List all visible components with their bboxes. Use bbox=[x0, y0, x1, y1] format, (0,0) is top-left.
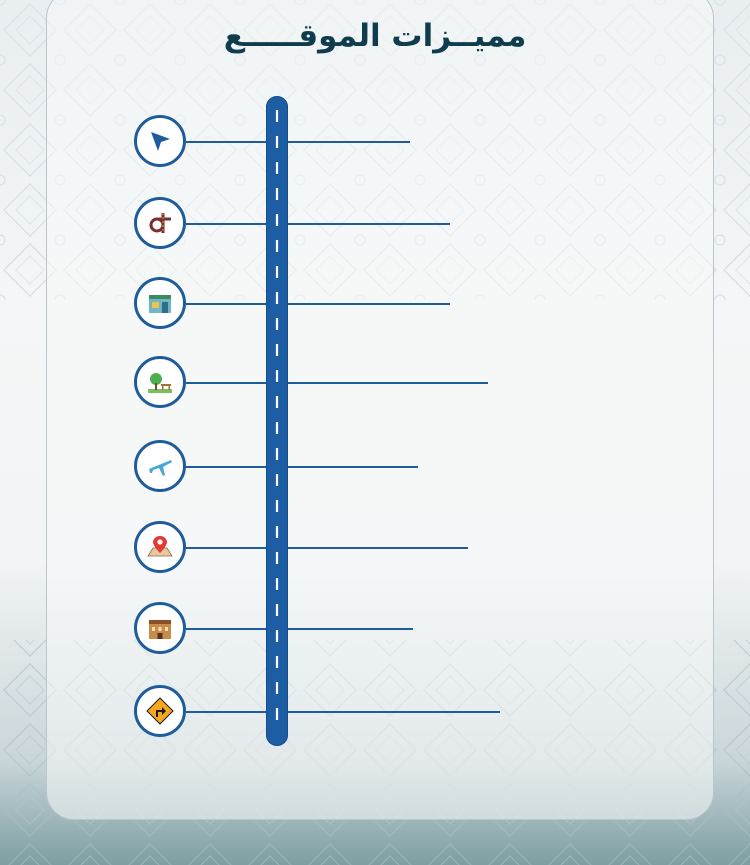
shopping-mall-icon bbox=[134, 277, 186, 329]
connector-line bbox=[186, 547, 266, 549]
connector-line bbox=[288, 547, 468, 549]
highway-interchange-icon bbox=[134, 197, 186, 249]
connector-line bbox=[288, 141, 410, 143]
connector-line bbox=[186, 223, 266, 225]
airplane-icon bbox=[134, 440, 186, 492]
park-icon bbox=[134, 356, 186, 408]
connector-line bbox=[288, 628, 413, 630]
university-building-icon bbox=[134, 602, 186, 654]
connector-line bbox=[288, 223, 450, 225]
connector-line bbox=[186, 141, 266, 143]
connector-line bbox=[186, 628, 266, 630]
page-title: مميــزات الموقـــــع bbox=[223, 18, 527, 54]
navigation-arrow-icon bbox=[134, 115, 186, 167]
connector-line bbox=[288, 303, 450, 305]
connector-line bbox=[288, 382, 488, 384]
connector-line bbox=[186, 303, 266, 305]
connector-line bbox=[186, 382, 266, 384]
road-timeline bbox=[266, 96, 288, 746]
connector-line bbox=[186, 711, 266, 713]
connector-line bbox=[288, 711, 500, 713]
map-location-pin-icon bbox=[134, 521, 186, 573]
turn-right-sign-icon bbox=[134, 685, 186, 737]
connector-line bbox=[186, 466, 266, 468]
connector-line bbox=[288, 466, 418, 468]
